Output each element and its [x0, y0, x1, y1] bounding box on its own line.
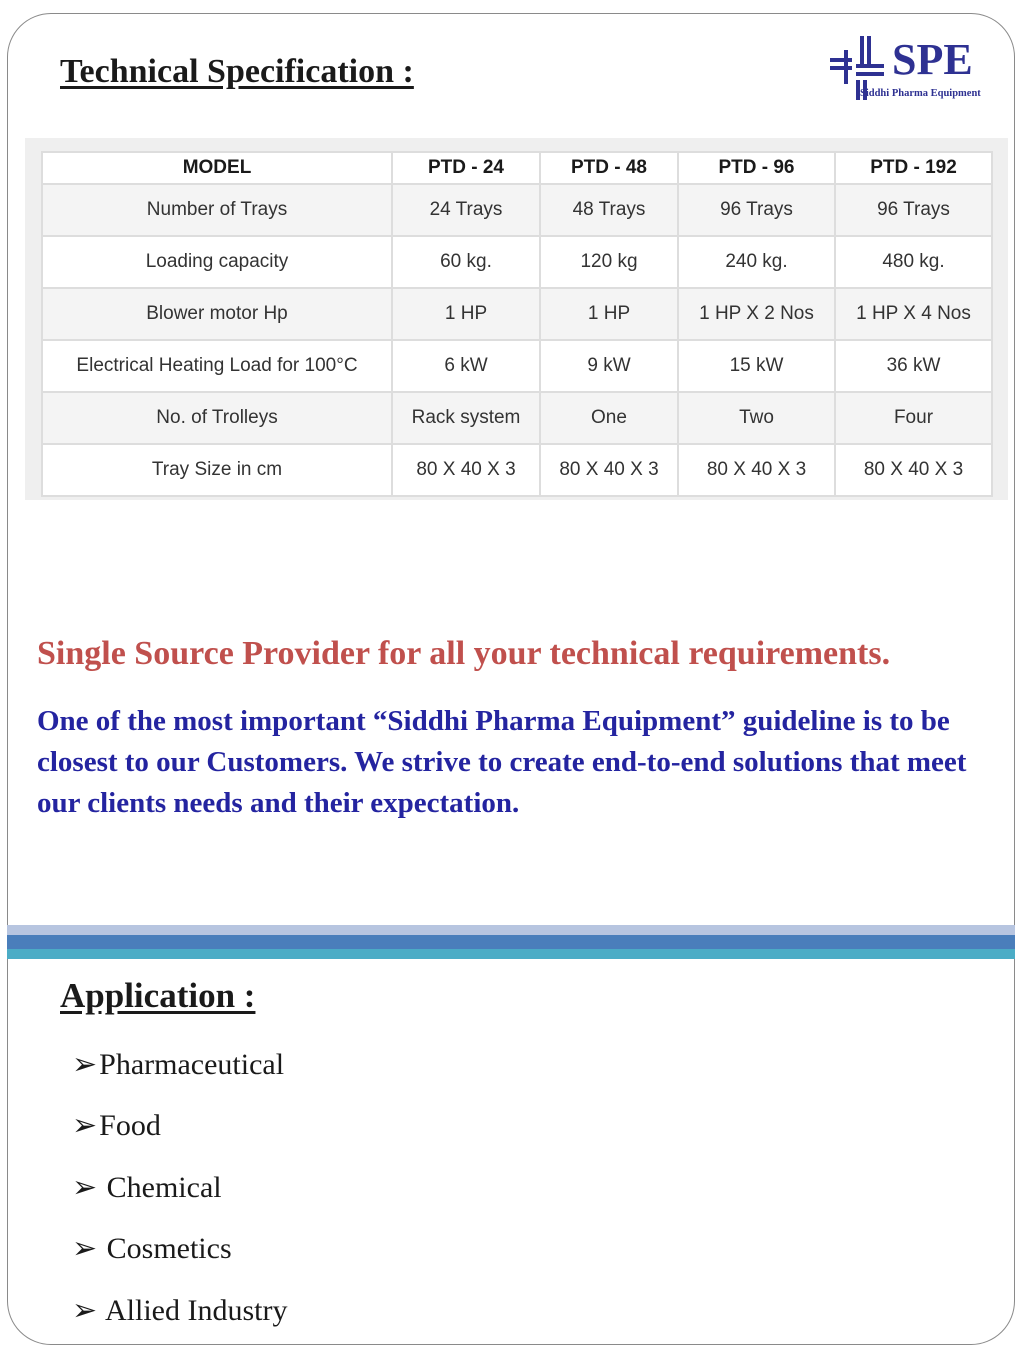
- table-cell: 36 kW: [835, 340, 992, 392]
- arrow-bullet-icon: ➢: [72, 1232, 98, 1266]
- table-cell: 240 kg.: [678, 236, 835, 288]
- column-header: MODEL: [42, 152, 392, 184]
- list-item: [72, 1219, 287, 1281]
- logo-wordmark: SPE: [892, 35, 973, 84]
- arrow-bullet-icon: ➢: [72, 1293, 98, 1327]
- column-header: PTD - 48: [540, 152, 678, 184]
- arrow-bullet-icon: ➢: [72, 1109, 98, 1143]
- list-item: [72, 1157, 287, 1219]
- table-cell: 1 HP X 4 Nos: [835, 288, 992, 340]
- table-cell: 1 HP: [392, 288, 540, 340]
- table-cell: One: [540, 392, 678, 444]
- arrow-bullet-icon: ➢: [72, 1170, 98, 1204]
- spe-logo: [830, 36, 990, 104]
- mission-statement: One of the most important “Siddhi Pharma Equipment” guideline is to be closest to our Customers. We strive to create end-to-end solutions that meet our clients needs and their expectation.: [37, 705, 967, 819]
- row-label: Electrical Heating Load for 100°C: [42, 340, 392, 392]
- table-row: [42, 444, 992, 496]
- table-cell: 1 HP: [540, 288, 678, 340]
- table-cell: 1 HP X 2 Nos: [678, 288, 835, 340]
- column-header: PTD - 24: [392, 152, 540, 184]
- list-item-label: Allied Industry: [99, 1293, 288, 1327]
- table-cell: Two: [678, 392, 835, 444]
- table-row: [42, 288, 992, 340]
- divider-band-teal: [7, 949, 1015, 959]
- table-row: [42, 340, 992, 392]
- application-list: [72, 1034, 287, 1342]
- arrow-bullet-icon: ➢: [72, 1047, 98, 1081]
- list-item-label: Chemical: [99, 1170, 222, 1204]
- table-row: [42, 236, 992, 288]
- list-item: [72, 1034, 287, 1096]
- list-item-label: Food: [99, 1109, 161, 1143]
- tagline: Single Source Provider for all your technical requirements.: [37, 635, 891, 672]
- table-cell: 60 kg.: [392, 236, 540, 288]
- list-item-label: Cosmetics: [99, 1232, 232, 1266]
- divider-band-blue: [7, 935, 1015, 949]
- page-title: Technical Specification :: [60, 53, 414, 90]
- row-label: Loading capacity: [42, 236, 392, 288]
- row-label: Tray Size in cm: [42, 444, 392, 496]
- row-label: No. of Trolleys: [42, 392, 392, 444]
- table-cell: 80 X 40 X 3: [540, 444, 678, 496]
- table-cell: 24 Trays: [392, 184, 540, 236]
- table-cell: 6 kW: [392, 340, 540, 392]
- table-header-row: [42, 152, 992, 184]
- logo-subtitle: Siddhi Pharma Equipment: [860, 88, 981, 99]
- table-row: [42, 184, 992, 236]
- table-cell: 120 kg: [540, 236, 678, 288]
- list-item: [72, 1280, 287, 1342]
- spec-table-panel: [25, 138, 1008, 500]
- column-header: PTD - 96: [678, 152, 835, 184]
- table-row: [42, 392, 992, 444]
- row-label: Number of Trays: [42, 184, 392, 236]
- table-cell: 15 kW: [678, 340, 835, 392]
- column-header: PTD - 192: [835, 152, 992, 184]
- table-cell: 9 kW: [540, 340, 678, 392]
- row-label: Blower motor Hp: [42, 288, 392, 340]
- spec-table: [41, 151, 993, 497]
- divider-band-light: [7, 925, 1015, 935]
- table-cell: 80 X 40 X 3: [392, 444, 540, 496]
- list-item-label: Pharmaceutical: [99, 1047, 285, 1081]
- table-cell: Rack system: [392, 392, 540, 444]
- table-cell: 96 Trays: [678, 184, 835, 236]
- list-item: [72, 1096, 287, 1158]
- table-cell: 80 X 40 X 3: [835, 444, 992, 496]
- application-title: Application :: [60, 976, 256, 1015]
- table-cell: Four: [835, 392, 992, 444]
- table-cell: 80 X 40 X 3: [678, 444, 835, 496]
- table-cell: 48 Trays: [540, 184, 678, 236]
- table-cell: 480 kg.: [835, 236, 992, 288]
- table-cell: 96 Trays: [835, 184, 992, 236]
